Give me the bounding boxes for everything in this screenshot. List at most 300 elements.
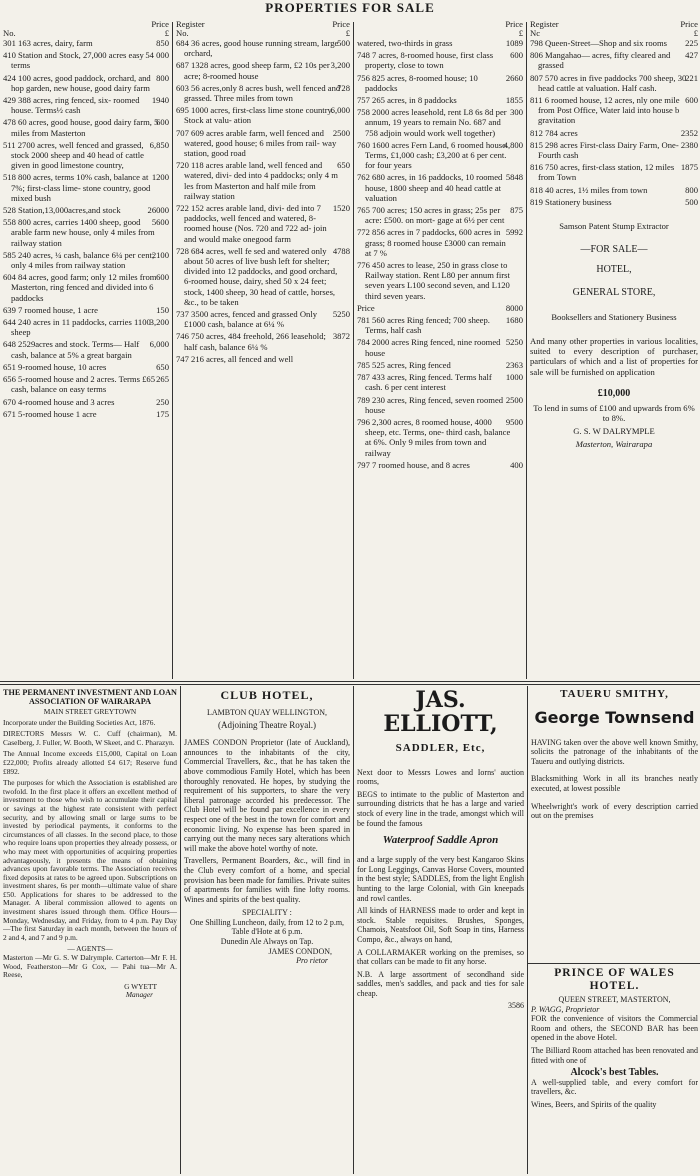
listing-price: 600 — [156, 272, 169, 283]
listing-price: 4,800 — [503, 139, 523, 150]
listing-number: 785 — [357, 359, 370, 370]
listing-entry — [357, 395, 523, 415]
listing-entry — [357, 360, 523, 370]
listing-number: 747 — [176, 353, 189, 364]
ad-signature-title: Manager — [125, 990, 153, 1000]
listing-entry — [530, 95, 698, 126]
listing-entry — [176, 246, 350, 307]
ad-agents: Masterton —Mr G. S. W Dalrymple. Carterton—Mr F. H. Wood, Featherston—Mr G Cox, — Pahi tua—Mr A. Reese, — [3, 953, 177, 980]
listing-description: 240 acres, ¼ cash, balance 6¼ per cent; only 4 miles from railway station — [11, 249, 155, 271]
listing-number: 748 — [357, 50, 370, 61]
ad-title: TAUERU SMITHY, — [560, 688, 669, 700]
listing-column-2 — [176, 20, 350, 680]
listing-price: 3,200 — [149, 317, 169, 328]
listing-price: 875 — [510, 205, 523, 216]
listing-description: 609 acres arable farm, well fenced and watered, good house; 6 miles from rail- way station, good road — [184, 127, 337, 159]
listing-description: 750 acres, first-class station, 12 miles from Town — [538, 162, 675, 183]
listing-description: 684 acres, well fe sed and watered only about 50 acres of live bush left for shelter; divided into 12 paddocks, and good orchard, 6-roomed house, dairy, shed 50 x 24 feet; stock, 1400 sheep, 30 head of cattle, horses, &c., to be taken — [184, 245, 338, 307]
listing-entry — [357, 372, 523, 392]
listing-entry — [3, 50, 169, 70]
listing-price: 500 — [337, 38, 350, 48]
listing-number: 424 — [3, 72, 16, 83]
listing-entry — [357, 227, 523, 258]
ad-body: The purposes for which the Association is established are twofold. In the first place it offers an excellent method of investment to those who wish to accumulate their capital or savings at the highest rate consistent with perfect security, and by allowing small or large sums to be invested by periodical payments, it conforms to the circumstances of all classes. In the second place, to those who require loans upon properties they already possess, or who may meet with opportunities of acquiring properties advantageously, it presents the means of obtaining advances upon favorable terms. The Association receives fixed deposits at rates to be agreed upon. Subscriptions on investment shares, 6s per month—ultimate value of share £50. Applications for shares to be addressed to the Manager. A liberal commission allowed to agents on investment shares issued through them. Office Hours—Monday, Wednesday, and Friday, from to 4 p.m. Pay Day—The first Saturday in each month, between the hours of 2 and 4, and 7 and 9 p.m. — [3, 778, 177, 942]
listing-price: 265 — [156, 374, 169, 385]
listing-price: 2500 — [332, 127, 350, 138]
listing-entry — [357, 417, 523, 458]
listing-number: 781 — [357, 315, 370, 326]
ad-paragraph-2: and a large supply of the very best Kangaroo Skins for Long Leggings, Canvas Horse Covers, mounted in the best style; SADDLES, from the light English hunting to the large Colonial, with Gin kneepads and rowl cantles. — [357, 855, 524, 903]
listing-number: 707 — [176, 127, 189, 138]
ad-paragraph-1: HAVING taken over the above well known Smithy, solicits the patronage of the inhabitants of the Taueru and outlying districts. — [531, 737, 698, 766]
listing-description: 56 acres,only 8 acres bush, well fenced and grassed. Three miles from town — [184, 82, 341, 104]
listing-description: 9-roomed house, 10 acres — [18, 361, 107, 372]
listing-entry — [3, 374, 169, 394]
ad-title: JAS. ELLIOTT, — [383, 688, 498, 737]
prince-of-wales-ad — [531, 967, 698, 1174]
listing-entry — [176, 203, 350, 244]
lend-text: To lend in sums of £100 and upwards from 6% to 8%. — [533, 403, 695, 424]
listing-entry — [530, 128, 698, 138]
section-rule — [528, 963, 700, 964]
ad-paragraph-3: A well-supplied table, and every comfort for travellers, &c. — [531, 1077, 698, 1097]
listing-price: 650 — [337, 160, 350, 171]
listing-number: 812 — [530, 127, 543, 138]
ad-directors: DIRECTORS Messrs W. C. Cuff (chairman), M. Caselberg, J. Fuller, W. Booth, W Skeet, and C. Pharazyn. — [3, 729, 177, 747]
listing-number: 695 — [176, 105, 189, 116]
listing-number: 798 — [530, 38, 543, 48]
listing-price: 728 — [337, 82, 350, 93]
listing-list — [530, 38, 698, 207]
listing-price: 175 — [156, 408, 169, 419]
listing-number: 720 — [176, 160, 189, 171]
column-header — [530, 29, 698, 38]
no-header: No. — [176, 28, 189, 38]
listing-entry — [530, 38, 698, 48]
listing-description: 240 acres in 11 paddocks, carries 1100 sheep — [11, 317, 151, 338]
listing-price: 1000 — [505, 372, 523, 383]
listing-entry — [176, 331, 350, 351]
price-header: Price — [505, 20, 523, 29]
listing-entry — [357, 95, 523, 105]
general-store-heading: GENERAL STORE, — [572, 286, 656, 298]
listing-entry — [3, 272, 169, 303]
listing-description: 2,300 acres, 8 roomed house, 4000 sheep, etc. Terms, one- third cash, balance at 6%. Only 9 miles from town and railway — [365, 416, 511, 458]
listing-entry — [3, 339, 169, 359]
listing-description: Stationery business — [545, 196, 612, 207]
listing-price: 1940 — [151, 95, 169, 106]
listing-price: 2363 — [505, 359, 523, 370]
listing-number: 746 — [176, 331, 189, 342]
listing-description: 298 acres First-class Dairy Farm, One-Fourth cash — [538, 139, 679, 161]
listing-description: 40 acres, 1½ miles from town — [545, 184, 648, 195]
listing-entry — [176, 60, 350, 80]
listing-price: 8000 — [505, 302, 523, 313]
listing-entry — [530, 140, 698, 160]
listing-description: 388 acres, ring fenced, six- roomed house. Terms½ cash — [11, 95, 140, 116]
ad-feature: Waterproof Saddle Apron — [382, 834, 499, 847]
ad-paragraph-3: Wheelwright's work of every description carried out on the premises — [531, 801, 698, 821]
column-header — [530, 20, 698, 29]
listing-description: 2700 acres, well fenced and grassed, stock 2000 sheep and 40 head of cattle given in good limestone country, — [11, 139, 144, 171]
listing-entry — [176, 105, 350, 125]
investment-association-ad — [3, 688, 177, 1174]
listing-entry — [176, 309, 350, 329]
listing-entry — [3, 409, 169, 419]
listing-price: 5250 — [332, 309, 350, 320]
listing-price: 1089 — [505, 38, 523, 48]
listing-price: 221 — [685, 72, 698, 83]
listing-number: 806 — [530, 50, 543, 61]
listing-price: 850 — [156, 38, 169, 48]
listing-column-1 — [3, 20, 169, 680]
listing-price: 1200 — [151, 172, 169, 183]
listing-entry — [3, 172, 169, 203]
ad-number: 3586 — [508, 1001, 524, 1011]
listing-description: 7 acres, 8-roomed house, first class property, close to town — [365, 50, 494, 71]
listing-description: 856 acres in 7 paddocks, 600 acres in grass; 8 roomed house £3000 can remain at 7 % — [365, 227, 506, 258]
taueru-smithy-ad — [531, 688, 698, 963]
no-header: Nc — [530, 28, 541, 38]
listing-column-4 — [530, 20, 698, 680]
ad-paragraph-4: A COLLARMAKER working on the premises, so that collars can be made to fit any horse. — [357, 947, 524, 967]
listing-description: 1000 acres, first-class lime stone country. Stock at valu- ation — [184, 105, 334, 126]
ad-subtitle: SADDLER, Etc, — [395, 742, 486, 754]
listing-entry — [357, 73, 523, 93]
listing-entry — [357, 315, 523, 335]
listing-number: 784 — [357, 337, 370, 348]
listing-entry — [3, 117, 169, 137]
agent-name: G. S. W DALRYMPLE — [573, 426, 655, 437]
ad-paragraph-1: BEGS to intimate to the public of Masterton and surrounding districts that he has a large and varied stock of every line in the trade, amongst which will be found the famous — [357, 789, 524, 828]
listing-description: 60 acres, good house, good dairy farm, 5 miles from Masterton — [11, 117, 159, 138]
listing-entry — [357, 172, 523, 203]
listing-price: 3872 — [332, 331, 350, 342]
listing-price: 1875 — [680, 162, 698, 173]
listing-number: 737 — [176, 309, 189, 320]
ad-title: THE PERMANENT INVESTMENT AND LOAN ASSOCIATION OF WAIRARAPA — [3, 688, 177, 706]
for-sale-heading: —FOR SALE— — [580, 244, 648, 256]
listing-number: 651 — [3, 361, 16, 372]
column-rule — [527, 686, 528, 1174]
listing-price: 9500 — [505, 416, 523, 427]
ad-paragraph-2: Blacksmithing Work in all its branches neatly executed, at lowest possible — [531, 774, 698, 793]
listing-description: 433 acres, Ring fenced. Terms half cash. 6 per cent interest — [365, 372, 492, 393]
listing-price: 5848 — [505, 172, 523, 183]
listing-description: 3500 acres, fenced and grassed Only £1000 cash, balance at 6¼ % — [184, 309, 318, 330]
ad-address: LAMBTON QUAY WELLINGTON, — [206, 708, 328, 717]
listing-description: 7 roomed house, 1 acre — [18, 304, 98, 315]
listing-price: 4788 — [332, 245, 350, 256]
listing-price: 600 — [156, 117, 169, 128]
listing-description: 7 roomed house, and 8 acres — [372, 459, 470, 470]
listing-entry — [176, 38, 350, 58]
listing-price: 2500 — [505, 394, 523, 405]
listing-description: Station,13,000acres,and stock — [18, 205, 121, 216]
listing-price: 6,000 — [149, 339, 169, 350]
listing-entry — [357, 260, 523, 301]
listing-number: 772 — [357, 227, 370, 238]
listing-entry — [357, 303, 523, 313]
listing-entry — [3, 305, 169, 315]
listing-price: 2380 — [680, 139, 698, 150]
listing-number: 758 — [357, 107, 370, 118]
listing-description: 750 acres, 484 freehold, 266 leasehold; half cash, balance 6¼ % — [184, 331, 326, 352]
listing-price: 5600 — [151, 217, 169, 228]
ad-name: George Townsend — [534, 707, 695, 727]
listing-price: 600 — [685, 95, 698, 106]
listing-number: 478 — [3, 117, 16, 128]
booksellers-text: Booksellers and Stationery Business — [551, 311, 677, 322]
agent-place: Masterton, Wairarapa — [575, 438, 653, 449]
register-header: Register — [176, 20, 205, 29]
club-hotel-ad — [184, 688, 350, 1174]
listing-description: 84 acres, good farm; only 12 miles from Masterton, ring fenced and divided into 6 paddocks — [11, 272, 157, 303]
column-header — [176, 20, 350, 29]
listing-number: 558 — [3, 217, 16, 228]
ad-table: Table d'Hote at 6 p.m. — [231, 927, 303, 937]
column-header — [176, 29, 350, 38]
listing-price: 800 — [156, 72, 169, 83]
listing-description: 1328 acres, good sheep farm, £2 10s per acre; 8-roomed house — [184, 60, 330, 81]
pound-header: £ — [345, 28, 350, 38]
listing-price: 6,000 — [330, 105, 350, 116]
ad-paragraph-2: Travellers, Permanent Boarders, &c., will find in the Club every comfort of a home, and special provision has been made for families. Private suites of apartments for families with fine lofty rooms. Wines and spirits of the best quality. — [184, 856, 350, 904]
listing-entry — [176, 128, 350, 159]
listing-entry — [530, 50, 698, 70]
ad-address: QUEEN STREET, MASTERTON, — [558, 995, 671, 1004]
ad-paragraph-2: The Billiard Room attached has been renovated and fitted with one of — [531, 1045, 698, 1065]
listing-description: watered, two-thirds in grass — [357, 38, 453, 48]
listing-description: Station and Stock, 27,000 acres easy terms — [11, 50, 144, 71]
section-rule — [0, 681, 700, 682]
listing-description: Queen-Street—Shop and six rooms — [545, 38, 668, 48]
listing-description: 36 acres, good house running stream, large orchard, — [184, 38, 339, 59]
listing-description: 5-roomed house and 2 acres. Terms £65 cash, balance on easy terms — [11, 374, 155, 395]
listing-description: 100 acres, good paddock, orchard, and hop garden, new house, good dairy farm — [11, 72, 151, 93]
listing-entry — [176, 354, 350, 364]
listing-number: 762 — [357, 172, 370, 183]
listing-number: 728 — [176, 245, 189, 256]
listing-price: 2660 — [505, 72, 523, 83]
listing-price: 54 000 — [145, 50, 169, 61]
listing-number: 797 — [357, 459, 370, 470]
ad-signature-title: Pro rietor — [296, 956, 328, 966]
listing-description: 525 acres, Ring fenced — [372, 359, 451, 370]
listing-entry — [530, 162, 698, 182]
listing-description: 680 acres, in 16 paddocks, 10 roomed house, 1800 sheep and 40 head cattle at valuation — [365, 172, 503, 203]
listing-entry — [3, 317, 169, 337]
listing-price: 1520 — [332, 203, 350, 214]
listing-number: 528 — [3, 205, 16, 216]
register-header: Register — [530, 20, 559, 29]
column-header — [357, 20, 523, 29]
listing-price: 400 — [510, 459, 523, 470]
listing-number: 787 — [357, 372, 370, 383]
price-header: Price — [680, 20, 698, 29]
listing-list — [3, 38, 169, 419]
listing-description: 825 acres, 8-roomed house; 10 paddocks — [365, 72, 478, 93]
listing-column-3 — [357, 20, 523, 680]
listing-entry — [176, 160, 350, 201]
listing-description: 163 acres, dairy, farm — [18, 38, 93, 48]
listing-number: 796 — [357, 416, 370, 427]
listing-description: 4-roomed house and 3 acres — [18, 396, 115, 407]
listing-price: 1680 — [505, 315, 523, 326]
ad-paragraph-1: JAMES CONDON Proprietor (late of Auckland), announces to the inhabitants of the city, Commercial Travellers, &c., that he has taken the above commodious Family Hotel, which has been thoroughly renovated. He hopes, by studying the requirement of his supporters, to share the very liberal patronage accorded his predecessor. The Club Hotel will be found par excellence in every respect one of the best in the town for comfort and economic living. No expense has been spared in carrying out the many neces sary alterations which will make the above hotel worthy of note. — [184, 738, 350, 853]
listing-entry — [3, 205, 169, 215]
column-rule — [353, 22, 354, 679]
listing-list — [357, 38, 523, 470]
ad-speciality: SPECIALITY : — [242, 908, 292, 918]
listing-description: 700 acres; 150 acres in grass; 25s per acre: £500. on mort- gage at 6½ per cent — [365, 205, 505, 226]
listing-list — [176, 38, 350, 364]
listing-entry — [3, 397, 169, 407]
pound-header: £ — [693, 28, 698, 38]
column-header — [3, 20, 169, 29]
listing-price: 225 — [685, 38, 698, 48]
listing-price — [520, 260, 523, 301]
pound-header: £ — [164, 28, 169, 38]
ad-title: PRINCE OF WALES HOTEL. — [554, 967, 675, 992]
listing-number: 760 — [357, 139, 370, 150]
hotel-heading: HOTEL, — [596, 264, 632, 276]
listing-entry — [3, 73, 169, 93]
column-rule — [526, 22, 527, 679]
listing-description: 265 acres, in 8 paddocks — [372, 95, 457, 106]
listing-description: 800 acres, carries 1400 sheep, good arable farm new house, only 4 miles from railway station — [11, 217, 155, 248]
loan-amount: £10,000 — [597, 387, 631, 399]
listing-entry — [3, 95, 169, 115]
ad-tables: Alcock's best Tables. — [570, 1067, 659, 1079]
listing-number: 765 — [357, 205, 370, 216]
listing-price: 5992 — [505, 227, 523, 238]
listing-entry — [357, 337, 523, 357]
listing-price: 600 — [510, 50, 523, 61]
ad-annual-income: The Annual Income exceeds £15,000, Capital on Loan £22,000; Profits already allotted £4 617; Reserve fund £892. — [3, 749, 177, 776]
stump-extractor-ad: Samson Patent Stump Extractor — [559, 221, 669, 232]
listing-entry — [530, 185, 698, 195]
listing-number: 789 — [357, 394, 370, 405]
ad-signature: JAMES CONDON, — [268, 946, 332, 956]
listing-entry — [357, 50, 523, 70]
other-properties-text: And many other properties in various localities, suited to every description of purchaser, particulars of which and a list of properties for sale will be furnished on application — [530, 336, 698, 377]
ad-incorporation: Incorporate under the Building Societies Act, 1876. — [3, 717, 156, 727]
listing-number: 644 — [3, 317, 16, 328]
price-header: Price — [332, 20, 350, 29]
listing-price: 650 — [156, 361, 169, 372]
listing-number: 518 — [3, 172, 16, 183]
ad-paragraph-1: FOR the convenience of visitors the Commercial Room and others, the SECOND BAR has been opened in the above Hotel. — [531, 1014, 698, 1043]
column-header — [357, 29, 523, 38]
listing-number: 511 — [3, 139, 16, 150]
column-rule — [172, 22, 173, 679]
listing-number: 756 — [357, 72, 370, 83]
listing-description: 570 acres in five paddocks 700 sheep, 30 head cattle at valuation. Half cash. — [538, 72, 687, 93]
listing-price: 250 — [156, 396, 169, 407]
listing-entry — [3, 140, 169, 171]
listing-number: 603 — [176, 82, 189, 93]
listing-number: 429 — [3, 95, 16, 106]
listing-description: 450 acres to lease, 250 in grass close to Railway station. Rent L80 per annum first seven years L100 second seven, and L120 third seven years. — [365, 260, 510, 301]
listing-price: 150 — [156, 304, 169, 315]
listing-number: 684 — [176, 38, 189, 48]
section-rule — [0, 684, 700, 685]
pound-header: £ — [518, 28, 523, 38]
listing-description: 2529acres and stock. Terms— Half cash, balance at 5% a great bargain — [11, 339, 140, 360]
listing-number: 816 — [530, 162, 543, 173]
listing-number: 819 — [530, 196, 543, 207]
listing-price: 2100 — [151, 249, 169, 260]
ad-paragraph-5: N.B. A large assortment of secondhand side saddles, men's saddles, and pack and ties for sale cheap. — [357, 969, 524, 998]
listing-number: 757 — [357, 95, 370, 106]
listing-number: 815 — [530, 139, 543, 150]
listing-description: 2000 acres Ring fenced, nine roomed house — [365, 337, 501, 358]
listing-entry — [357, 205, 523, 225]
listing-number: 648 — [3, 339, 16, 350]
listing-description: 118 acres arable land, well fenced and watered, divi- ded into 4 paddocks; only 4 m les from Masterton and half mile from railway station — [184, 160, 338, 201]
listing-description: 5-roomed house 1 acre — [18, 408, 97, 419]
listing-price: 300 — [510, 107, 523, 118]
listing-entry — [176, 83, 350, 103]
listing-number: 807 — [530, 72, 543, 83]
listing-number: 687 — [176, 60, 189, 71]
listing-number: 639 — [3, 304, 16, 315]
listing-entry — [3, 38, 169, 48]
ad-address: MAIN STREET GREYTOWN — [43, 707, 137, 716]
listing-price: 1855 — [505, 95, 523, 106]
listing-number: 818 — [530, 184, 543, 195]
listing-description: Price — [357, 302, 375, 313]
listing-number: 585 — [3, 249, 16, 260]
ad-paragraph-4: Wines, Beers, and Spirits of the quality — [531, 1099, 657, 1109]
ad-location: Next door to Messrs Lowes and Iorns' auction rooms, — [357, 767, 524, 787]
listing-number: 722 — [176, 203, 189, 214]
listing-entry — [3, 362, 169, 372]
no-header: No. — [3, 28, 16, 38]
listing-price: 800 — [685, 184, 698, 195]
elliott-saddler-ad — [357, 688, 524, 1174]
listing-price: 500 — [685, 196, 698, 207]
ad-proprietor: P. WAGG, Proprietor — [531, 1004, 600, 1014]
listing-price: 3,200 — [330, 60, 350, 71]
listing-description: 560 acres Ring fenced; 700 sheep. Terms, half cash — [365, 315, 490, 336]
listing-description: 784 acres — [545, 127, 578, 138]
column-header — [3, 29, 169, 38]
page-title: PROPERTIES FOR SALE — [265, 0, 435, 15]
listing-description: 2000 acres leasehold, rent L8 6s 8d per annum, 19 years to remain No. 687 and 758 adjoin would work well together) — [365, 107, 507, 138]
listing-price: 5250 — [505, 337, 523, 348]
listing-entry — [357, 38, 523, 48]
listing-entry — [357, 460, 523, 470]
listing-number: 670 — [3, 396, 16, 407]
listing-number: 671 — [3, 408, 16, 419]
ad-paragraph-3: All kinds of HARNESS made to order and kept in stock. Stable requisites. Brushes, Sponges, Chamois, Neatsfoot Oil, Soft Soap in tins, Harness Compo, &c., always on hand, — [357, 906, 524, 944]
listing-number: 410 — [3, 50, 16, 61]
listing-number: 301 — [3, 38, 16, 48]
listing-number: 656 — [3, 374, 16, 385]
listing-entry — [357, 107, 523, 138]
listing-entry — [530, 197, 698, 207]
listing-description: 800 acres, terms 10% cash, balance at 7%; first-class lime- stone country, good mixed bush — [11, 172, 151, 203]
listing-price: 26000 — [147, 205, 169, 216]
listing-number: 604 — [3, 272, 16, 283]
listing-description: 1600 acres Fern Land, 6 roomed house. Terms, £1,000 cash; £3,200 at 6 per cent. for four years — [365, 139, 509, 171]
listing-entry — [530, 73, 698, 93]
listing-description: 216 acres, all fenced and well — [191, 353, 294, 364]
listing-number: 811 — [530, 95, 543, 106]
listing-description: Mangahao— acres, fifty cleared and grassed — [538, 50, 671, 71]
